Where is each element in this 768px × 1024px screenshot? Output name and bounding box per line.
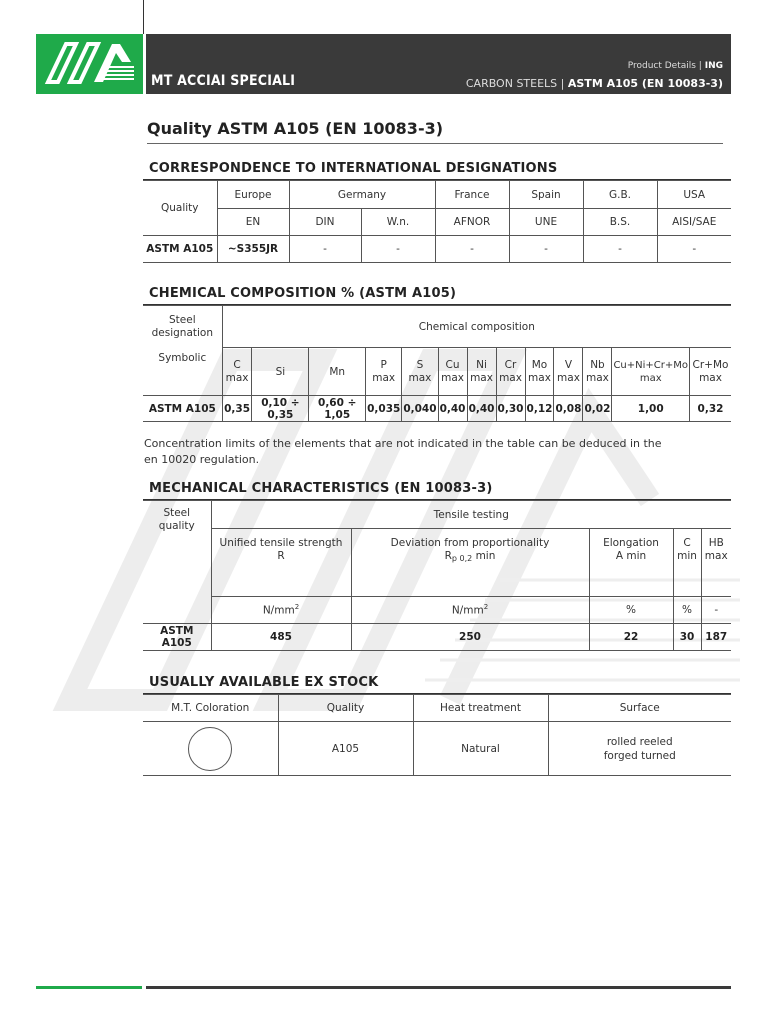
data-cell: - — [435, 236, 509, 263]
header-cell: USA — [657, 181, 731, 209]
data-cell: 0,35 — [222, 396, 252, 422]
header-cell: Steel quality — [143, 501, 211, 624]
breadcrumb-product: ASTM A105 (EN 10083-3) — [567, 77, 723, 90]
element-limit: max — [639, 372, 662, 384]
element-name: Cr+Mo — [692, 358, 729, 371]
unit-superscript: 2 — [483, 603, 489, 612]
unit-text: N/mm — [262, 604, 295, 617]
mechanical-heading: MECHANICAL CHARACTERISTICS (EN 10083-3) — [149, 481, 493, 496]
breadcrumb — [466, 77, 723, 90]
data-cell: 0,60 ÷ 1,05 — [309, 396, 366, 422]
data-cell: ASTM A105 — [143, 236, 217, 263]
unit-cell: % — [589, 597, 673, 624]
dev-symbol — [353, 550, 588, 565]
elongation-symbol: A min — [615, 550, 647, 562]
unit-cell — [351, 597, 589, 624]
element-name: Nb — [590, 358, 605, 371]
element-name: Mo — [531, 358, 548, 371]
data-cell: 0,02 — [583, 396, 612, 422]
header-cell — [211, 529, 351, 597]
table-row — [143, 348, 731, 396]
header-cell: Surface — [548, 695, 731, 722]
brand-name: MT ACCIAI SPECIALI — [151, 73, 296, 89]
element-name: S — [416, 358, 424, 371]
element-header — [496, 348, 525, 396]
element-header — [690, 348, 731, 396]
element-header — [438, 348, 467, 396]
data-cell: A105 — [278, 722, 413, 776]
dev-min: min — [475, 550, 496, 562]
table-row — [143, 695, 731, 722]
element-header — [309, 348, 366, 396]
element-header — [402, 348, 438, 396]
c-min: min — [677, 550, 697, 562]
page-title: Quality ASTM A105 (EN 10083-3) — [147, 119, 444, 138]
element-name: Mn — [329, 365, 346, 378]
table-row — [143, 306, 731, 348]
header-cell: Steel designation — [143, 306, 222, 348]
hb-max: max — [704, 550, 728, 562]
header-cell: France — [435, 181, 509, 209]
breadcrumb-category: CARBON STEELS | — [465, 77, 565, 90]
header-cell: Symbolic — [143, 348, 222, 396]
data-cell: ASTM A105 — [143, 396, 222, 422]
data-cell: 30 — [673, 624, 701, 651]
data-cell: - — [289, 236, 361, 263]
table-row — [143, 529, 731, 597]
data-cell: 485 — [211, 624, 351, 651]
data-cell: 0,035 — [366, 396, 402, 422]
surface-line: rolled reeled — [606, 735, 673, 748]
element-name: Cu+Ni+Cr+Mo — [613, 359, 689, 371]
element-limit: max — [586, 371, 609, 384]
data-cell: 0,32 — [690, 396, 731, 422]
table-row — [143, 181, 731, 209]
data-cell: 0,40 — [438, 396, 467, 422]
dev-label: Deviation from proportionality — [390, 537, 550, 549]
coloration-cell — [143, 722, 278, 776]
header-cell: M.T. Coloration — [143, 695, 278, 722]
top-divider-line — [143, 0, 144, 34]
element-header — [366, 348, 402, 396]
element-name: Ni — [476, 358, 487, 371]
element-limit: max — [699, 371, 722, 384]
element-name: Si — [275, 365, 286, 378]
unit-text: N/mm — [451, 604, 484, 617]
c-label: C — [683, 537, 691, 549]
table-row — [143, 501, 731, 529]
header-cell: W.n. — [361, 209, 435, 236]
element-name: V — [564, 358, 573, 371]
data-cell — [548, 722, 731, 776]
element-header — [252, 348, 309, 396]
product-details-label — [628, 61, 723, 71]
unit-cell — [211, 597, 351, 624]
header-cell: Quality — [278, 695, 413, 722]
surface-line: forged turned — [603, 749, 676, 762]
table-row — [143, 624, 731, 651]
header-cell — [351, 529, 589, 597]
element-name: Cr — [504, 358, 517, 371]
element-name: C — [233, 358, 241, 371]
element-name: P — [380, 358, 387, 371]
uts-symbol: R — [277, 550, 285, 562]
unit-superscript: 2 — [294, 603, 300, 612]
chemical-heading: CHEMICAL COMPOSITION % (ASTM A105) — [149, 286, 457, 301]
data-cell: - — [583, 236, 657, 263]
color-swatch-icon — [188, 727, 232, 771]
data-cell: ~S355JR — [217, 236, 289, 263]
table-row — [143, 722, 731, 776]
elongation-label: Elongation — [603, 537, 659, 549]
stock-table — [143, 694, 731, 776]
element-header — [467, 348, 496, 396]
table-row — [143, 209, 731, 236]
element-header — [525, 348, 554, 396]
data-cell: 0,10 ÷ 0,35 — [252, 396, 309, 422]
data-cell: 22 — [589, 624, 673, 651]
header-cell — [673, 529, 701, 597]
uts-label: Unified tensile strength — [219, 537, 343, 549]
element-name: Cu — [445, 358, 460, 371]
correspondence-table — [143, 180, 731, 263]
data-cell: 0,12 — [525, 396, 554, 422]
header-cell: Spain — [509, 181, 583, 209]
data-cell: - — [657, 236, 731, 263]
data-cell: 187 — [701, 624, 731, 651]
data-cell: 0,040 — [402, 396, 438, 422]
data-cell: 0,08 — [554, 396, 583, 422]
mechanical-table — [143, 500, 731, 651]
table-row — [143, 396, 731, 422]
footer-green-bar — [36, 986, 142, 989]
table-row — [143, 236, 731, 263]
correspondence-heading: CORRESPONDENCE TO INTERNATIONAL DESIGNATIONS — [149, 161, 558, 176]
composition-note: Concentration limits of the elements that are not indicated in the table can be deduced in the en 10020 regulation. — [144, 437, 662, 466]
data-cell: 0,40 — [467, 396, 496, 422]
element-limit: max — [470, 371, 493, 384]
header-cell: Quality — [143, 181, 217, 236]
header-cell: Europe — [217, 181, 289, 209]
element-limit: max — [408, 371, 432, 384]
data-cell: ASTM A105 — [143, 624, 211, 651]
header-cell: Heat treatment — [413, 695, 548, 722]
header-cell: AFNOR — [435, 209, 509, 236]
data-cell: - — [509, 236, 583, 263]
header-cell: Chemical composition — [222, 306, 731, 348]
title-underline — [147, 143, 723, 144]
product-details-text: Product Details | — [627, 61, 702, 71]
chemical-table — [143, 305, 731, 422]
dev-symbol-letter: R — [444, 550, 452, 562]
header-cell: G.B. — [583, 181, 657, 209]
unit-cell: % — [673, 597, 701, 624]
header-cell: Germany — [289, 181, 435, 209]
hb-label: HB — [708, 537, 724, 549]
header-bar — [146, 34, 731, 94]
element-header — [583, 348, 612, 396]
header-cell: DIN — [289, 209, 361, 236]
unit-cell: - — [701, 597, 731, 624]
data-cell: 0,30 — [496, 396, 525, 422]
language-code: ING — [704, 61, 723, 71]
header-cell: UNE — [509, 209, 583, 236]
header-cell: Tensile testing — [211, 501, 731, 529]
logo-mark-icon — [36, 34, 143, 94]
data-cell: 1,00 — [612, 396, 690, 422]
element-limit: max — [372, 371, 396, 384]
header-cell: AISI/SAE — [657, 209, 731, 236]
header-cell: B.S. — [583, 209, 657, 236]
data-cell: 250 — [351, 624, 589, 651]
table-row — [143, 597, 731, 624]
element-header — [554, 348, 583, 396]
header-cell: EN — [217, 209, 289, 236]
element-limit: max — [441, 371, 464, 384]
element-limit: max — [499, 371, 522, 384]
element-limit: max — [557, 371, 580, 384]
element-limit: max — [225, 371, 249, 384]
element-header — [612, 348, 690, 396]
data-cell: - — [361, 236, 435, 263]
element-limit: max — [528, 371, 551, 384]
dev-subscript: p 0,2 — [451, 554, 473, 563]
header-cell — [589, 529, 673, 597]
stock-heading: USUALLY AVAILABLE EX STOCK — [149, 675, 379, 690]
footer-dark-bar — [146, 986, 731, 989]
brand-logo — [36, 34, 143, 94]
element-header — [222, 348, 252, 396]
header-cell — [701, 529, 731, 597]
data-cell: Natural — [413, 722, 548, 776]
